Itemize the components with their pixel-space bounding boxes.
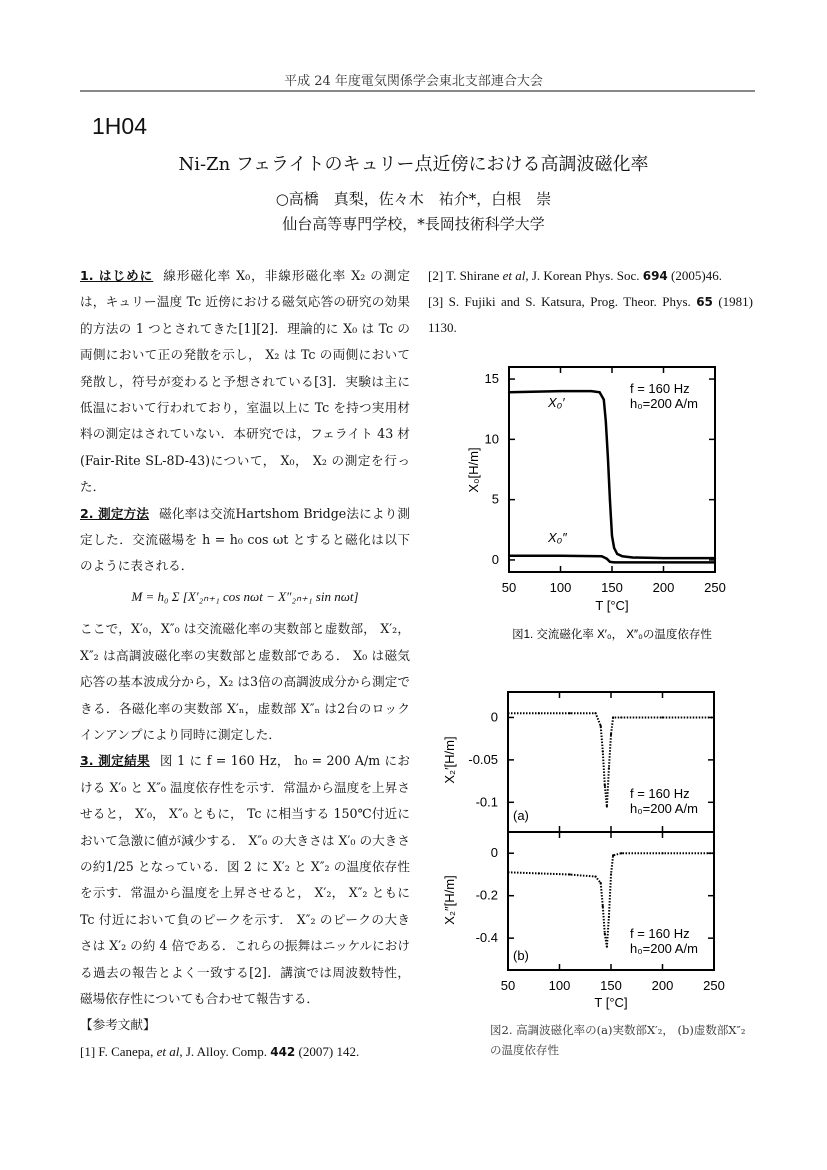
- fig1-ylabel: X₀[H/m]: [466, 447, 481, 493]
- fig2b-annotation-f: f = 160 Hz: [630, 926, 690, 941]
- data-point: [569, 712, 571, 714]
- y-tick-label: -0.2: [475, 887, 498, 903]
- series-line: [509, 391, 715, 558]
- y-tick-label: 15: [484, 371, 499, 387]
- figure-1-chart: [440, 355, 760, 655]
- x-tick-label: 150: [600, 978, 622, 993]
- paper-authors: ○高橋 真梨，佐々木 祐介*，白根 崇: [275, 190, 552, 208]
- ref2-etal: et al: [502, 268, 526, 283]
- reference-2: [428, 263, 753, 289]
- ref2-year: (2005)46.: [667, 268, 722, 283]
- section-1-text: 線形磁化率 X₀，非線形磁化率 X₂ の測定は，キュリー温度 Tc 近傍における磁気応答の研究の効果的方法の 1 つとされてきた[1][2]．理論的に X₀ は Tc の両側において正の発散を示し， X₂ は Tc の両側において発散し，符号が変わると予想されている[3]．実験は主に低温において行われており，室温以上に Tc を持つ実用材料の測定はされていない．本研究では，フェライト 43 材(Fair-Rite SL-8D-43)について， X₀， X₂ の測定を行った．: [80, 268, 410, 495]
- left-column: [80, 263, 410, 1065]
- data-point: [602, 905, 604, 907]
- ref3-authors: [3] S. Fujiki and S. Katsura, Prog. Theor. Phys.: [428, 294, 697, 309]
- fig2b-annotation-h: h₀=200 A/m: [630, 941, 698, 956]
- data-point: [611, 535, 613, 537]
- data-point: [621, 555, 623, 557]
- data-point: [601, 555, 603, 557]
- y-tick-label: 10: [484, 431, 499, 447]
- reference-3: [428, 289, 753, 341]
- x-tick-label: 200: [651, 978, 674, 993]
- data-point: [609, 561, 611, 563]
- ref1-volume: 442: [270, 1044, 296, 1059]
- data-point: [613, 547, 615, 549]
- figure-2-chart: [430, 680, 760, 1070]
- reference-1: [80, 1039, 410, 1065]
- x-tick-label: 200: [652, 580, 675, 595]
- data-point: [610, 873, 612, 875]
- data-point: [600, 725, 602, 727]
- fig2b-ylabel: X₂″[H/m]: [442, 875, 457, 925]
- x-tick-label: 250: [703, 978, 725, 993]
- data-point: [661, 716, 663, 718]
- data-point: [507, 712, 509, 714]
- section-3-heading: 3. 測定結果: [80, 753, 150, 769]
- ref3-volume: 65: [696, 295, 713, 309]
- y-tick-label: 0: [490, 709, 498, 725]
- x-tick-label: 50: [500, 978, 516, 993]
- data-point: [608, 767, 610, 769]
- data-point: [600, 882, 602, 884]
- fig2a-panel-label: (a): [513, 808, 529, 823]
- ref1-authors: [1] F. Canepa,: [80, 1043, 157, 1059]
- data-point: [508, 555, 510, 557]
- data-point: [604, 933, 606, 935]
- fig1-annotation-h: h₀=200 A/m: [630, 396, 698, 411]
- header-rule: [80, 90, 755, 92]
- data-point: [662, 561, 664, 563]
- data-point: [604, 784, 606, 786]
- data-point: [616, 553, 618, 555]
- x-tick-label: 50: [501, 580, 517, 595]
- fig1-series-label-imag: X₀″: [548, 530, 567, 545]
- section-3: [80, 748, 410, 1012]
- y-tick-label: 5: [491, 491, 499, 507]
- fig2-caption-box: [490, 1020, 750, 1065]
- data-point: [661, 852, 663, 854]
- data-point: [606, 558, 608, 560]
- data-point: [538, 872, 540, 874]
- data-point: [559, 555, 561, 557]
- conference-header: 平成 24 年度電気関係学会東北支部連合大会: [284, 74, 543, 89]
- data-point: [620, 716, 622, 718]
- data-point: [507, 871, 509, 873]
- data-point: [610, 733, 612, 735]
- data-point: [713, 852, 715, 854]
- ref1-year: (2007) 142.: [295, 1043, 360, 1059]
- data-point: [559, 390, 561, 392]
- data-point: [602, 750, 604, 752]
- ref2-journal: , J. Korean Phys. Soc.: [525, 268, 643, 283]
- right-references: [428, 263, 753, 341]
- section-2-text: 磁化率は交流Hartshom Bridge法により測定した．交流磁場を h = h₀ cos ωt とすると磁化は以下のように表される．: [80, 505, 410, 574]
- x-tick-label: 250: [704, 580, 726, 595]
- fig2a-annotation-h: h₀=200 A/m: [630, 801, 698, 816]
- ref3-year: (1981) 1130.: [428, 294, 753, 335]
- paper-code: 1H04: [92, 113, 147, 139]
- data-point: [569, 873, 571, 875]
- data-point: [632, 556, 634, 558]
- data-point: [609, 499, 611, 501]
- data-point: [599, 391, 601, 393]
- data-point: [603, 398, 605, 400]
- section-1-heading: 1. はじめに: [80, 268, 154, 283]
- data-point: [606, 805, 608, 807]
- data-point: [620, 852, 622, 854]
- x-tick-label: 100: [548, 978, 571, 993]
- section-3-text: 図 1 に f = 160 Hz， h₀ = 200 A/m における X′₀ と X″₀ 温度依存性を示す．常温から温度を上昇させると， X′₀， X″₀ ともに， Tc に相当する 150℃付近において急激に値が減少する． X″₀ の大きさは X′₀ の大きさの約1/25 となっている．図 2 に X′₂ と X″₂ の温度依存性を示す．常温から温度を上昇させると， X′₂， X″₂ ともに Tc 付近において負のピークを示す． X″₂ のピークの大きさは X′₂ の約 4 倍である．これらの振舞はニッケルにおける過去の報告とよく一致する[2]．講演では周波数特性，磁場依存性についても合わせて報告する．: [80, 753, 410, 1006]
- y-tick-label: -0.1: [475, 794, 498, 810]
- data-point: [538, 712, 540, 714]
- section-2: [80, 501, 410, 580]
- ref1-etal: et al: [156, 1043, 180, 1059]
- ref1-journal: , J. Alloy. Comp.: [179, 1043, 271, 1059]
- data-point: [613, 561, 615, 563]
- data-point: [508, 391, 510, 393]
- section-1: [80, 263, 410, 501]
- y-tick-label: 0: [491, 551, 499, 567]
- ref2-volume: 694: [642, 269, 668, 283]
- fig2a-ylabel: X₂′[H/m]: [442, 736, 457, 784]
- y-tick-label: 0: [490, 845, 498, 861]
- data-point: [594, 875, 596, 877]
- data-point: [612, 716, 614, 718]
- magnetization-formula: M = h₀ Σ [X′₂ₙ₊₁ cos nωt − X″₂ₙ₊₁ sin nωt]: [131, 588, 359, 604]
- fig2b-panel-label: (b): [513, 948, 529, 963]
- fig1-caption: 図1. 交流磁化率 X′₀， X″₀の温度依存性: [512, 629, 712, 641]
- data-point: [607, 456, 609, 458]
- y-tick-label: -0.4: [475, 930, 498, 946]
- data-point: [608, 916, 610, 918]
- fig1-series-label-real: X₀′: [548, 395, 565, 410]
- data-point: [612, 854, 614, 856]
- paper-affiliations: 仙台高等専門学校，*長岡技術科学大学: [282, 215, 545, 233]
- data-point: [713, 716, 715, 718]
- data-point: [662, 557, 664, 559]
- fig2-xlabel: T [°C]: [594, 995, 628, 1010]
- y-tick-label: -0.05: [468, 751, 498, 767]
- section-2-text2: ここで，X′₀，X″₀ は交流磁化率の実数部と虚数部， X′₂，X″₂ は高調波磁化率の実数部と虚数部である． X₀ は磁気応答の基本波成分から，X₂ は3倍の高調波成分から測定できる．各磁化率の実数部 X′ₙ，虚数部 X″ₙ は2台のロックインアンプにより同時に測定した．: [80, 621, 410, 742]
- ref2-authors: [2] T. Shirane: [428, 268, 503, 283]
- data-point: [590, 390, 592, 392]
- references-heading: 【参考文献】: [80, 1017, 156, 1033]
- data-point: [605, 420, 607, 422]
- fig1-annotation-f: f = 160 Hz: [630, 381, 690, 396]
- fig1-xlabel: T [°C]: [595, 598, 629, 613]
- fig2a-annotation-f: f = 160 Hz: [630, 786, 690, 801]
- section-2-heading: 2. 測定方法: [80, 505, 150, 521]
- paper-title: Ni-Zn フェライトのキュリー点近傍における高調波磁化率: [178, 154, 649, 175]
- x-tick-label: 150: [601, 580, 623, 595]
- data-point: [714, 561, 716, 563]
- x-tick-label: 100: [549, 580, 572, 595]
- fig2-caption: 図2. 高調波磁化率の(a)実数部X′₂， (b)虚数部X″₂の温度依存性: [490, 1023, 746, 1057]
- data-point: [714, 557, 716, 559]
- data-point: [594, 712, 596, 714]
- data-point: [606, 946, 608, 948]
